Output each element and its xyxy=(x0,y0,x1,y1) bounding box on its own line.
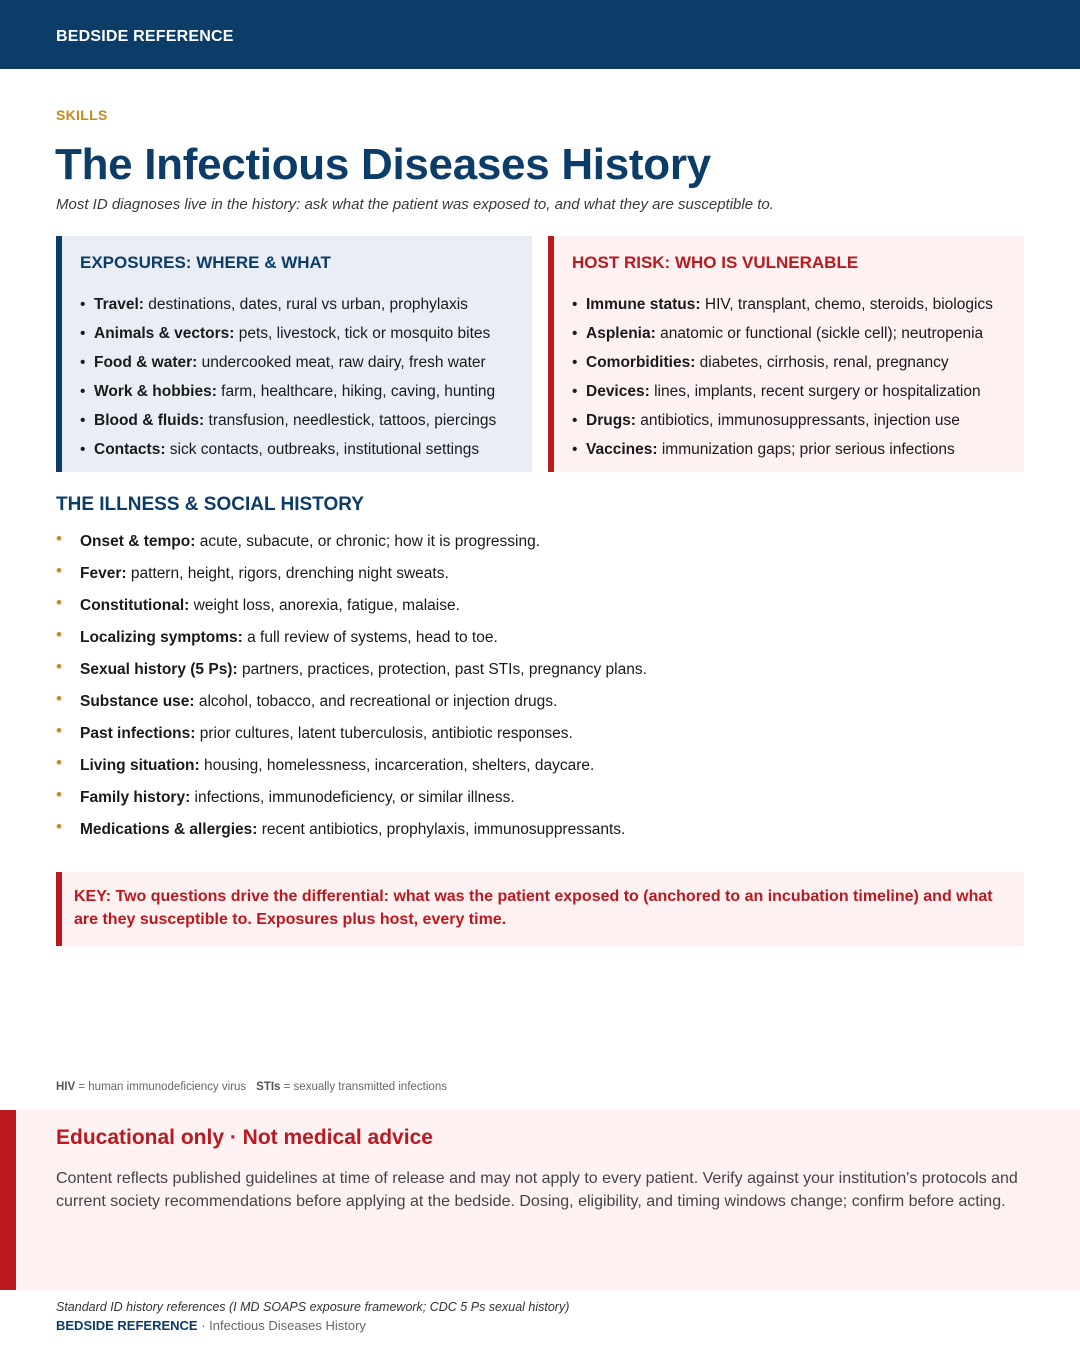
item-term: Asplenia: xyxy=(586,325,656,342)
item-term: Drugs: xyxy=(586,412,636,429)
exposures-panel xyxy=(56,236,532,472)
illness-item xyxy=(56,658,647,690)
bullet-icon: • xyxy=(56,561,62,580)
illness-item xyxy=(56,562,647,594)
item-text: lines, implants, recent surgery or hospitalization xyxy=(649,383,981,400)
bullet-icon: • xyxy=(56,817,62,836)
bullet-icon: • xyxy=(572,296,578,313)
bullet-icon: • xyxy=(56,593,62,612)
illness-item xyxy=(56,626,647,658)
disclaimer-heading: Educational only · Not medical advice xyxy=(56,1126,433,1149)
bullet-icon: • xyxy=(572,441,578,458)
footer-page: Infectious Diseases History xyxy=(209,1318,366,1333)
item-term: Localizing symptoms: xyxy=(80,629,243,646)
item-text: HIV, transplant, chemo, steroids, biologics xyxy=(700,296,993,313)
illness-item xyxy=(56,722,647,754)
item-text: diabetes, cirrhosis, renal, pregnancy xyxy=(695,354,949,371)
host-risk-item xyxy=(572,348,1024,377)
bullet-icon: • xyxy=(80,354,86,371)
item-text: prior cultures, latent tuberculosis, antibiotic responses. xyxy=(195,725,573,742)
illness-item xyxy=(56,786,647,818)
item-text: pets, livestock, tick or mosquito bites xyxy=(234,325,491,342)
bullet-icon: • xyxy=(572,354,578,371)
illness-item xyxy=(56,690,647,722)
item-text: immunization gaps; prior serious infections xyxy=(657,441,955,458)
item-text: destinations, dates, rural vs urban, prophylaxis xyxy=(143,296,468,313)
illness-item xyxy=(56,594,647,626)
page-title: The Infectious Diseases History xyxy=(55,140,711,189)
host-risk-item xyxy=(572,290,1024,319)
illness-list xyxy=(56,530,647,850)
item-term: Fever: xyxy=(80,565,127,582)
illness-item xyxy=(56,754,647,786)
item-term: Animals & vectors: xyxy=(94,325,235,342)
bullet-icon: • xyxy=(56,625,62,644)
item-text: anatomic or functional (sickle cell); neutropenia xyxy=(655,325,984,342)
page-subtitle: Most ID diagnoses live in the history: ask what the patient was exposed to, and what they are susceptible to. xyxy=(56,196,774,213)
item-text: infections, immunodeficiency, or similar illness. xyxy=(190,789,515,806)
item-term: Constitutional: xyxy=(80,597,190,614)
bullet-icon: • xyxy=(56,721,62,740)
item-term: Immune status: xyxy=(586,296,701,313)
abbr-term: STIs xyxy=(256,1081,281,1093)
item-term: Onset & tempo: xyxy=(80,533,196,550)
item-term: Blood & fluids: xyxy=(94,412,205,429)
item-term: Work & hobbies: xyxy=(94,383,217,400)
host-risk-item xyxy=(572,377,1024,406)
bullet-icon: • xyxy=(56,689,62,708)
exposures-item xyxy=(80,319,532,348)
host-risk-item xyxy=(572,406,1024,435)
item-text: recent antibiotics, prophylaxis, immunosuppressants. xyxy=(257,821,626,838)
header-bar xyxy=(0,0,1080,69)
section-kicker: SKILLS xyxy=(56,107,108,123)
host-risk-item xyxy=(572,319,1024,348)
header-title: BEDSIDE REFERENCE xyxy=(56,28,234,45)
item-text: antibiotics, immunosuppressants, injection use xyxy=(635,412,960,429)
abbr-term: HIV xyxy=(56,1081,76,1093)
host-risk-list xyxy=(572,290,1024,464)
item-text: weight loss, anorexia, fatigue, malaise. xyxy=(189,597,460,614)
bullet-icon: • xyxy=(572,325,578,342)
exposures-item xyxy=(80,406,532,435)
illness-heading: THE ILLNESS & SOCIAL HISTORY xyxy=(56,494,364,515)
key-text: KEY: Two questions drive the differential: what was the patient exposed to (anchored to an incubation timeline) and what are they susceptible to. Exposures plus host, every time. xyxy=(74,888,993,928)
bullet-icon: • xyxy=(80,412,86,429)
exposures-item xyxy=(80,377,532,406)
host-risk-panel xyxy=(548,236,1024,472)
item-text: undercooked meat, raw dairy, fresh water xyxy=(197,354,486,371)
bullet-icon: • xyxy=(56,657,62,676)
item-text: sick contacts, outbreaks, institutional settings xyxy=(165,441,480,458)
footer-separator: · xyxy=(197,1318,210,1333)
bullet-icon: • xyxy=(56,753,62,772)
exposures-heading: EXPOSURES: WHERE & WHAT xyxy=(80,253,331,272)
item-text: acute, subacute, or chronic; how it is progressing. xyxy=(195,533,541,550)
item-text: transfusion, needlestick, tattoos, piercings xyxy=(204,412,497,429)
item-term: Substance use: xyxy=(80,693,195,710)
bullet-icon: • xyxy=(80,296,86,313)
disclaimer-body: Content reflects published guidelines at time of release and may not apply to every patient. Verify against your institution's protocols and current society recommendations before applying at the bedside. Dosing, eligibility, and timing windows change; confirm before acting. xyxy=(56,1170,1018,1210)
abbr-definition: = sexually transmitted infections xyxy=(280,1081,447,1093)
host-risk-heading: HOST RISK: WHO IS VULNERABLE xyxy=(572,253,859,272)
item-term: Food & water: xyxy=(94,354,198,371)
item-term: Comorbidities: xyxy=(586,354,696,371)
item-text: housing, homelessness, incarceration, shelters, daycare. xyxy=(199,757,595,774)
exposures-list xyxy=(80,290,532,464)
item-text: alcohol, tobacco, and recreational or injection drugs. xyxy=(194,693,558,710)
item-term: Travel: xyxy=(94,296,144,313)
item-term: Family history: xyxy=(80,789,191,806)
abbreviations xyxy=(56,1081,447,1093)
bullet-icon: • xyxy=(56,785,62,804)
bullet-icon: • xyxy=(56,529,62,548)
bullet-icon: • xyxy=(572,412,578,429)
source-note: Standard ID history references (I MD SOAPS exposure framework; CDC 5 Ps sexual history) xyxy=(56,1300,570,1314)
item-text: partners, practices, protection, past STIs, pregnancy plans. xyxy=(237,661,647,678)
item-term: Medications & allergies: xyxy=(80,821,258,838)
item-text: a full review of systems, head to toe. xyxy=(242,629,498,646)
item-term: Contacts: xyxy=(94,441,166,458)
key-callout xyxy=(56,872,1024,946)
item-term: Living situation: xyxy=(80,757,200,774)
footer-brand: BEDSIDE REFERENCE xyxy=(56,1318,198,1333)
bullet-icon: • xyxy=(80,383,86,400)
exposures-item xyxy=(80,290,532,319)
exposures-item xyxy=(80,435,532,464)
item-text: farm, healthcare, hiking, caving, hunting xyxy=(216,383,496,400)
illness-item xyxy=(56,530,647,562)
illness-item xyxy=(56,818,647,850)
item-term: Past infections: xyxy=(80,725,196,742)
bullet-icon: • xyxy=(80,441,86,458)
abbr-definition: = human immunodeficiency virus xyxy=(75,1081,247,1093)
disclaimer-panel xyxy=(0,1110,1080,1290)
bullet-icon: • xyxy=(80,325,86,342)
item-term: Devices: xyxy=(586,383,650,400)
item-term: Vaccines: xyxy=(586,441,658,458)
footer xyxy=(56,1318,366,1333)
item-term: Sexual history (5 Ps): xyxy=(80,661,238,678)
bullet-icon: • xyxy=(572,383,578,400)
host-risk-item xyxy=(572,435,1024,464)
item-text: pattern, height, rigors, drenching night sweats. xyxy=(126,565,449,582)
exposures-item xyxy=(80,348,532,377)
